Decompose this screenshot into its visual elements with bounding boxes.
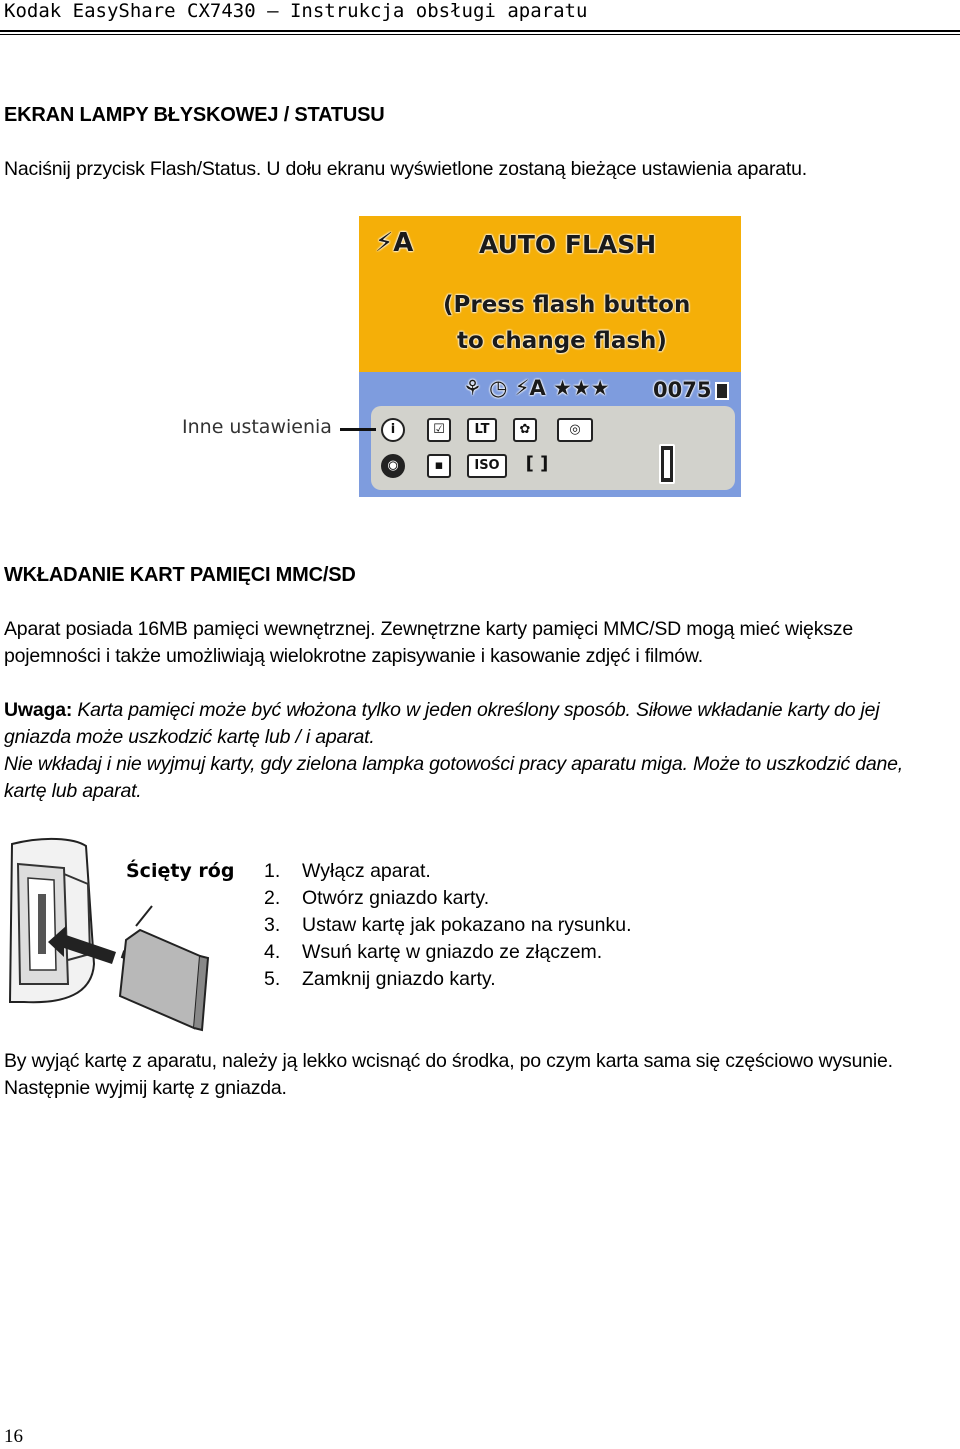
list-item bbox=[264, 858, 632, 885]
iso-icon: ISO bbox=[467, 454, 507, 478]
metering-icon: ◎ bbox=[557, 418, 593, 442]
cut-corner-label: Ścięty róg bbox=[126, 860, 235, 882]
step-number: 1. bbox=[264, 860, 281, 882]
other-settings-box bbox=[371, 406, 735, 490]
step-number: 3. bbox=[264, 914, 281, 936]
card-insertion-figure bbox=[4, 834, 235, 1034]
flash-status-text: Naciśnij przycisk Flash/Status. U dołu ekranu wyświetlone zostaną bieżące ustawienia aparatu. bbox=[4, 158, 807, 180]
list-item bbox=[264, 885, 632, 912]
step-text: Ustaw kartę jak pokazano na rysunku. bbox=[302, 914, 632, 936]
lcd-screen-figure bbox=[359, 216, 741, 497]
note-text-1: Karta pamięci może być włożona tylko w jeden określony sposób. Siłowe wkładanie karty do jej bbox=[77, 699, 880, 721]
note-line-4: kartę lub aparat. bbox=[4, 780, 142, 802]
step-number: 5. bbox=[264, 968, 281, 990]
page-header bbox=[0, 0, 960, 36]
quality-stars-icon: ★★★ bbox=[553, 376, 610, 400]
storage-icon bbox=[715, 382, 729, 400]
exposure-icon: ☑ bbox=[427, 418, 451, 442]
lcd-instruction-line-2: to change flash) bbox=[457, 328, 667, 354]
focus-zone-icon: [ ] bbox=[525, 453, 549, 474]
picture-counter: 0075 bbox=[653, 378, 712, 402]
info-icon: i bbox=[381, 418, 405, 442]
header-rule bbox=[0, 30, 960, 35]
step-text: Wsuń kartę w gniazdo ze złączem. bbox=[302, 941, 603, 963]
lcd-instruction-line-1: (Press flash button bbox=[443, 292, 691, 318]
closing-line-1: By wyjąć kartę z aparatu, należy ją lekko wcisnąć do środka, po czym karta sama się częściowo wysunie. bbox=[4, 1050, 893, 1072]
memory-card-heading: WKŁADANIE KART PAMIĘCI MMC/SD bbox=[4, 564, 356, 586]
battery-icon bbox=[659, 444, 675, 484]
memory-para-line-1: Aparat posiada 16MB pamięci wewnętrznej. Zewnętrzne karty pamięci MMC/SD mogą mieć większe bbox=[4, 618, 853, 640]
step-text: Otwórz gniazdo karty. bbox=[302, 887, 490, 909]
steps-list bbox=[264, 858, 632, 993]
other-settings-label: Inne ustawienia bbox=[182, 416, 332, 438]
lcd-top-panel bbox=[359, 216, 741, 372]
list-item bbox=[264, 939, 632, 966]
note-label: Uwaga: bbox=[4, 699, 73, 721]
page-number: 16 bbox=[4, 1426, 23, 1447]
step-text: Wyłącz aparat. bbox=[302, 860, 431, 882]
note-line-3: Nie wkładaj i nie wyjmuj karty, gdy zielona lampka gotowości pracy aparatu miga. Może to uszkodzić dane, bbox=[4, 753, 904, 775]
note-line-2: gniazda może uszkodzić kartę lub / i aparat. bbox=[4, 726, 375, 748]
lcd-status-panel bbox=[359, 372, 741, 497]
flash-auto-icon: ⚡A bbox=[514, 376, 546, 400]
flash-status-heading: EKRAN LAMPY BŁYSKOWEJ / STATUSU bbox=[4, 104, 385, 126]
flash-mode-icon: ⚡A bbox=[375, 228, 414, 258]
step-text: Zamknij gniazdo karty. bbox=[302, 968, 496, 990]
step-number: 2. bbox=[264, 887, 281, 909]
lcd-title: AUTO FLASH bbox=[479, 230, 657, 259]
closing-line-2: Następnie wyjmij kartę z gniazda. bbox=[4, 1077, 287, 1099]
step-number: 4. bbox=[264, 941, 281, 963]
document-title: Kodak EasyShare CX7430 – Instrukcja obsługi aparatu bbox=[4, 0, 588, 22]
list-item bbox=[264, 966, 632, 993]
status-icons-row bbox=[463, 376, 610, 400]
macro-icon: ⚘ bbox=[463, 376, 482, 400]
white-balance-icon: ✿ bbox=[513, 418, 537, 442]
memory-para-line-2: pojemności i także umożliwiają wielokrotne zapisywanie i kasowanie zdjęć i filmów. bbox=[4, 645, 703, 667]
note-line-1 bbox=[4, 697, 879, 724]
color-mode-icon: ◉ bbox=[381, 454, 405, 478]
other-settings-pointer bbox=[340, 428, 376, 431]
list-item bbox=[264, 912, 632, 939]
long-time-icon: LT bbox=[467, 418, 497, 442]
self-timer-icon: ◷ bbox=[489, 376, 508, 400]
sharpness-icon: ▪ bbox=[427, 454, 451, 478]
